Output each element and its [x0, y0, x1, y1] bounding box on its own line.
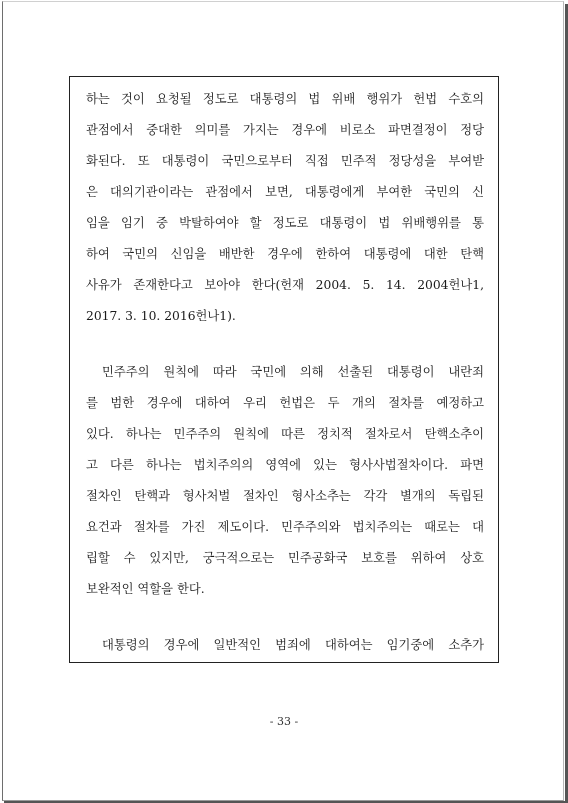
text-line: 화된다. 또 대통령이 국민으로부터 직접 민주적 정당성을 부여받 [86, 154, 484, 168]
text-line: 고 다른 하나는 법치주의의 영역에 있는 형사사법절차이다. 파면 [86, 458, 484, 472]
text-line: 하여 국민의 신임을 배반한 경우에 한하여 대통령에 대한 탄핵 [86, 247, 484, 261]
page-number: - 33 - [269, 715, 299, 728]
text-line: 절차인 탄핵과 형사처벌 절차인 형사소추는 각각 별개의 독립된 [86, 489, 484, 503]
text-line: 하는 것이 요청될 정도로 대통령의 법 위배 행위가 헌법 수호의 [86, 92, 484, 106]
text-line: 요건과 절차를 가진 제도이다. 민주주의와 법치주의는 때로는 대 [86, 520, 484, 534]
text-line: 민주주의 원칙에 따라 국민에 의해 선출된 대통령이 내란죄 [102, 365, 484, 379]
text-line: 를 범한 경우에 대하여 우리 헌법은 두 개의 절차를 예정하고 [86, 396, 484, 410]
text-line: 2017. 3. 10. 2016헌나1). [86, 309, 236, 323]
text-line: 사유가 존재한다고 보아야 한다(헌재 2004. 5. 14. 2004헌나1, [86, 278, 484, 292]
text-line: 있다. 하나는 민주주의 원칙에 따른 정치적 절차로서 탄핵소추이 [86, 427, 484, 441]
text-line: 임을 임기 중 박탈하여야 할 정도로 대통령이 법 위배행위를 통 [86, 216, 484, 230]
text-line: 은 대의기관이라는 관점에서 보면, 대통령에게 부여한 국민의 신 [86, 185, 484, 199]
text-line: 립할 수 있지만, 궁극적으로는 민주공화국 보호를 위하여 상호 [86, 551, 484, 565]
text-line: 보완적인 역할을 한다. [86, 582, 205, 596]
text-line: 관점에서 중대한 의미를 가지는 경우에 비로소 파면결정이 정당 [86, 123, 484, 137]
text-line: 대통령의 경우에 일반적인 범죄에 대하여는 임기중에 소추가 [102, 638, 484, 652]
text-box [69, 76, 499, 663]
